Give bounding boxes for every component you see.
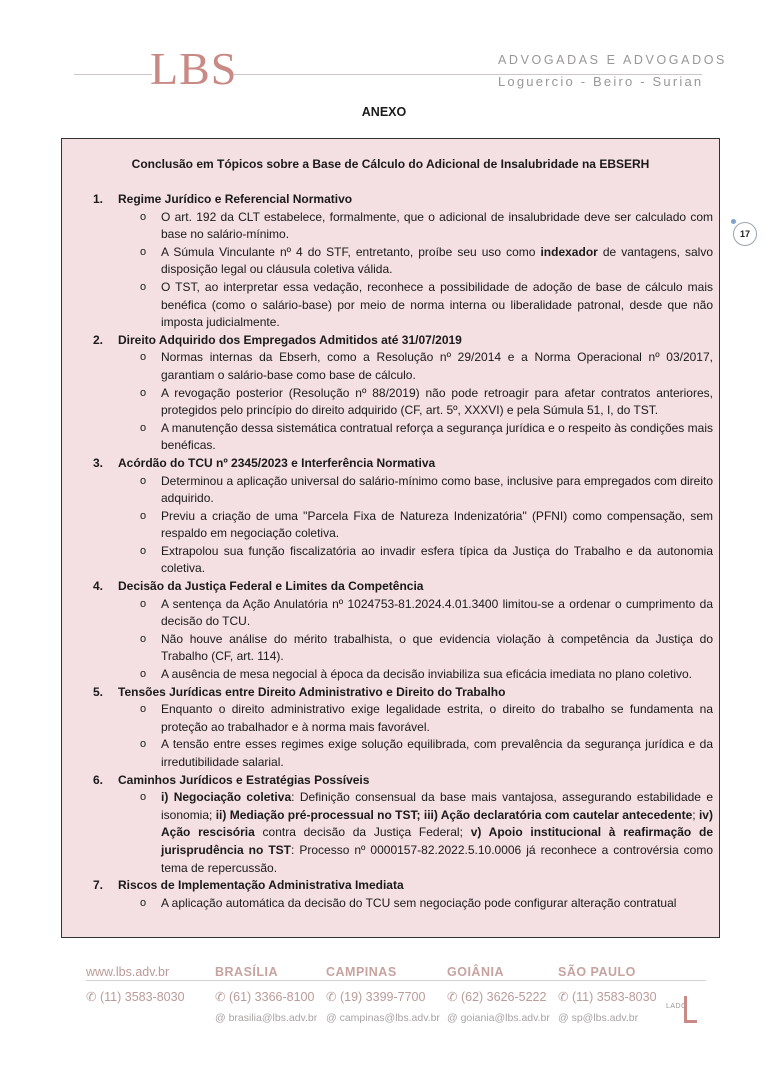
section-heading (62, 332, 719, 350)
bullet-item (62, 666, 719, 684)
bullet-text-bold: v) Apoio institucional à reafirmação de jurisprudência no TST (161, 825, 713, 857)
bullet-circle-icon: o (140, 544, 147, 557)
bullet-circle-icon: o (140, 896, 147, 909)
bullet-text: A Súmula Vinculante nº 4 do STF, entretanto, proíbe seu uso como (161, 244, 541, 259)
bullet-text: Normas internas da Ebserh, como a Resolução nº 29/2014 e a Norma Operacional nº 03/2017, garantiam o salário-base como base de cálculo. (161, 350, 713, 382)
bullet-item (62, 895, 719, 913)
bullet-item (62, 385, 719, 420)
section-number: 7. (93, 878, 104, 893)
bullet-text: : Definição consensual da base mais vantajosa, assegurando estabilidade e isonomia; (161, 790, 714, 822)
office-city-sao-paulo: SÃO PAULO (558, 965, 636, 979)
section-number: 3. (93, 455, 104, 470)
footer-main-phone (86, 989, 185, 1004)
bullet-text: O TST, ao interpretar essa vedação, reconhece a possibilidade de adoção de base de cálculo mais benéfica (como o salário-base) por meio de norma interna ou liberalidade patronal, desde que não imposta judicialmente. (161, 279, 713, 330)
bullet-text-bold: ii) Mediação pré-processual no TST; iii) Ação declaratória com cautelar antecedente (215, 807, 693, 822)
bullet-text: Enquanto o direito administrativo exige legalidade estrita, o direito do trabalho se fundamenta na proteção ao trabalhador e à norma mais favorável. (161, 702, 713, 734)
bullet-item (62, 701, 719, 736)
bullet-text: O art. 192 da CLT estabelece, formalmente, que o adicional de insalubridade deve ser calculado com base no salário-mínimo. (161, 209, 713, 242)
at-icon: @ (215, 1012, 226, 1024)
section-number: 1. (93, 192, 104, 206)
section-title: Tensões Jurídicas entre Direito Administrativo e Direito do Trabalho (118, 684, 506, 699)
bullet-text: Não houve análise do mérito trabalhista, o que evidencia violação à competência da Justiça do Trabalho (CF, art. 114). (161, 631, 713, 664)
section-item (62, 684, 719, 772)
section-item (62, 455, 719, 578)
office-city-goiania: GOIÂNIA (447, 965, 504, 979)
bullet-text: A revogação posterior (Resolução nº 88/2019) não pode retroagir para afetar contratos anteriores, protegidos pelo princípio do direito adquirido (CF, art. 5º, XXXVI) e pela Súmula 51, I, do TST. (161, 385, 713, 418)
office-email-campinas[interactable] (326, 1012, 440, 1024)
sections-list (62, 191, 719, 912)
page-number-badge: 17 (733, 222, 757, 246)
bullet-item (62, 244, 719, 279)
section-item (62, 772, 719, 878)
bullet-circle-icon: o (140, 509, 147, 522)
section-item (62, 191, 719, 332)
office-email-text: campinas@lbs.adv.br (339, 1012, 440, 1024)
bullet-circle-icon: o (140, 351, 147, 364)
conclusion-box (61, 138, 720, 938)
bullet-text: Extrapolou sua função fiscalizatória ao invadir esfera típica da Justiça do Trabalho e da autonomia coletiva. (161, 543, 713, 576)
bullet-text: contra decisão da Justiça Federal; (254, 825, 471, 840)
footer-rule (86, 980, 706, 981)
office-phone-brasilia (215, 989, 314, 1004)
whatsapp-icon: ✆ (86, 990, 97, 1004)
bullet-item (62, 631, 719, 666)
bullet-text: Previu a criação de uma "Parcela Fixa de Natureza Indenizatória" (PFNI) como compensação, sem respaldo em negociação coletiva. (161, 508, 713, 541)
bullet-circle-icon: o (140, 245, 147, 258)
bullet-circle-icon: o (140, 703, 147, 716)
bullet-text: Determinou a aplicação universal do salário-mínimo como base, inclusive para empregados com direito adquirido. (161, 473, 713, 506)
page-badge-dot-icon (731, 219, 736, 224)
bullet-circle-icon: o (140, 632, 147, 645)
bullet-circle-icon: o (140, 210, 147, 223)
office-city-campinas: CAMPINAS (326, 965, 397, 979)
section-heading (62, 877, 719, 895)
section-title: Decisão da Justiça Federal e Limites da Competência (118, 579, 424, 594)
section-title: Direito Adquirido dos Empregados Admitidos até 31/07/2019 (118, 332, 462, 347)
bullet-item (62, 789, 719, 877)
section-number: 2. (93, 332, 104, 347)
bullet-circle-icon: o (140, 280, 147, 293)
firm-name-line1: ADVOGADAS E ADVOGADOS (498, 53, 727, 67)
bullet-text: de vantagens, salvo disposição legal ou cláusula coletiva válida. (161, 244, 714, 277)
header-rule-left (74, 74, 152, 75)
bullet-text: ; (692, 807, 699, 822)
firm-logo: LBS (150, 43, 238, 94)
bullet-item (62, 736, 719, 771)
bullet-circle-icon: o (140, 421, 147, 434)
bullet-item (62, 420, 719, 455)
section-item (62, 877, 719, 912)
office-phone-text: (62) 3626-5222 (460, 990, 547, 1004)
bullet-item (62, 508, 719, 543)
footer-main-phone-text: (11) 3583-8030 (99, 990, 185, 1004)
bullet-item (62, 543, 719, 578)
bullet-text: A ausência de mesa negocial à época da decisão inviabiliza sua eficácia imediata no plano coletivo. (161, 667, 693, 682)
section-heading (62, 684, 719, 702)
section-heading (62, 455, 719, 473)
bullet-item (62, 473, 719, 508)
office-phone-sao-paulo (558, 989, 657, 1004)
phone-icon: ✆ (215, 990, 226, 1004)
firm-name-line2: Loguercio - Beiro - Surian (498, 74, 704, 89)
bullet-text: A aplicação automática da decisão do TCU sem negociação pode configurar alteração contratual (161, 895, 677, 910)
bullet-text-bold: indexador (540, 244, 598, 259)
office-email-sao-paulo[interactable] (558, 1012, 638, 1024)
section-title: Regime Jurídico e Referencial Normativo (118, 192, 353, 206)
lado-badge-label: LADO (666, 1003, 688, 1010)
office-email-text: sp@lbs.adv.br (571, 1012, 639, 1024)
lado-logo-icon (684, 996, 697, 1023)
bullet-text-bold: i) Negociação coletiva (161, 790, 292, 805)
bullet-circle-icon: o (140, 597, 147, 610)
section-title: Acórdão do TCU nº 2345/2023 e Interferência Normativa (118, 455, 436, 470)
at-icon: @ (326, 1012, 337, 1024)
office-email-brasilia[interactable] (215, 1012, 317, 1024)
bullet-item (62, 209, 719, 244)
section-title: Riscos de Implementação Administrativa Imediata (118, 878, 404, 893)
office-phone-goiania (447, 989, 546, 1004)
phone-icon: ✆ (558, 990, 569, 1004)
section-heading (62, 578, 719, 596)
bullet-item (62, 349, 719, 384)
office-email-text: goiania@lbs.adv.br (460, 1012, 550, 1024)
office-phone-text: (61) 3366-8100 (228, 990, 315, 1004)
office-city-brasilia: BRASÍLIA (215, 965, 279, 979)
section-number: 6. (93, 772, 104, 787)
section-item (62, 578, 719, 684)
section-heading (62, 772, 719, 790)
bullet-item (62, 279, 719, 332)
bullet-circle-icon: o (140, 791, 147, 804)
section-number: 4. (93, 579, 104, 594)
phone-icon: ✆ (447, 990, 458, 1004)
bullet-text: : Processo nº 0000157-82.2022.5.10.0006 já reconhece a controvérsia como tema de repercussão. (161, 842, 713, 875)
bullet-text: A tensão entre esses regimes exige solução equilibrada, com prevalência da segurança jurídica e da irredutibilidade salarial. (161, 737, 713, 769)
office-email-text: brasilia@lbs.adv.br (228, 1012, 318, 1024)
section-heading (62, 191, 719, 209)
office-phone-campinas (326, 989, 425, 1004)
at-icon: @ (447, 1012, 458, 1024)
bullet-circle-icon: o (140, 386, 147, 399)
office-phone-text: (19) 3399-7700 (339, 990, 426, 1004)
section-item (62, 332, 719, 455)
bullet-item (62, 596, 719, 631)
section-title: Caminhos Jurídicos e Estratégias Possíveis (118, 772, 370, 787)
box-title: Conclusão em Tópicos sobre a Base de Cálculo do Adicional de Insalubridade na EBSERH (131, 157, 650, 171)
bullet-text: A sentença da Ação Anulatória nº 1024753-81.2024.4.01.3400 limitou-se a ordenar o cumprimento da decisão do TCU. (161, 596, 713, 629)
bullet-circle-icon: o (140, 474, 147, 487)
annex-title: ANEXO (361, 105, 407, 119)
at-icon: @ (558, 1012, 569, 1024)
bullet-circle-icon: o (140, 738, 147, 751)
footer-website[interactable]: www.lbs.adv.br (86, 965, 170, 979)
office-phone-text: (11) 3583-8030 (571, 990, 657, 1004)
bullet-text: A manutenção dessa sistemática contratual reforça a segurança jurídica e o respeito às condições mais benéficas. (161, 420, 713, 453)
office-email-goiania[interactable] (447, 1012, 550, 1024)
section-number: 5. (93, 684, 104, 699)
phone-icon: ✆ (326, 990, 337, 1004)
bullet-text-bold: iv) Ação rescisória (161, 807, 713, 840)
bullet-circle-icon: o (140, 668, 147, 681)
